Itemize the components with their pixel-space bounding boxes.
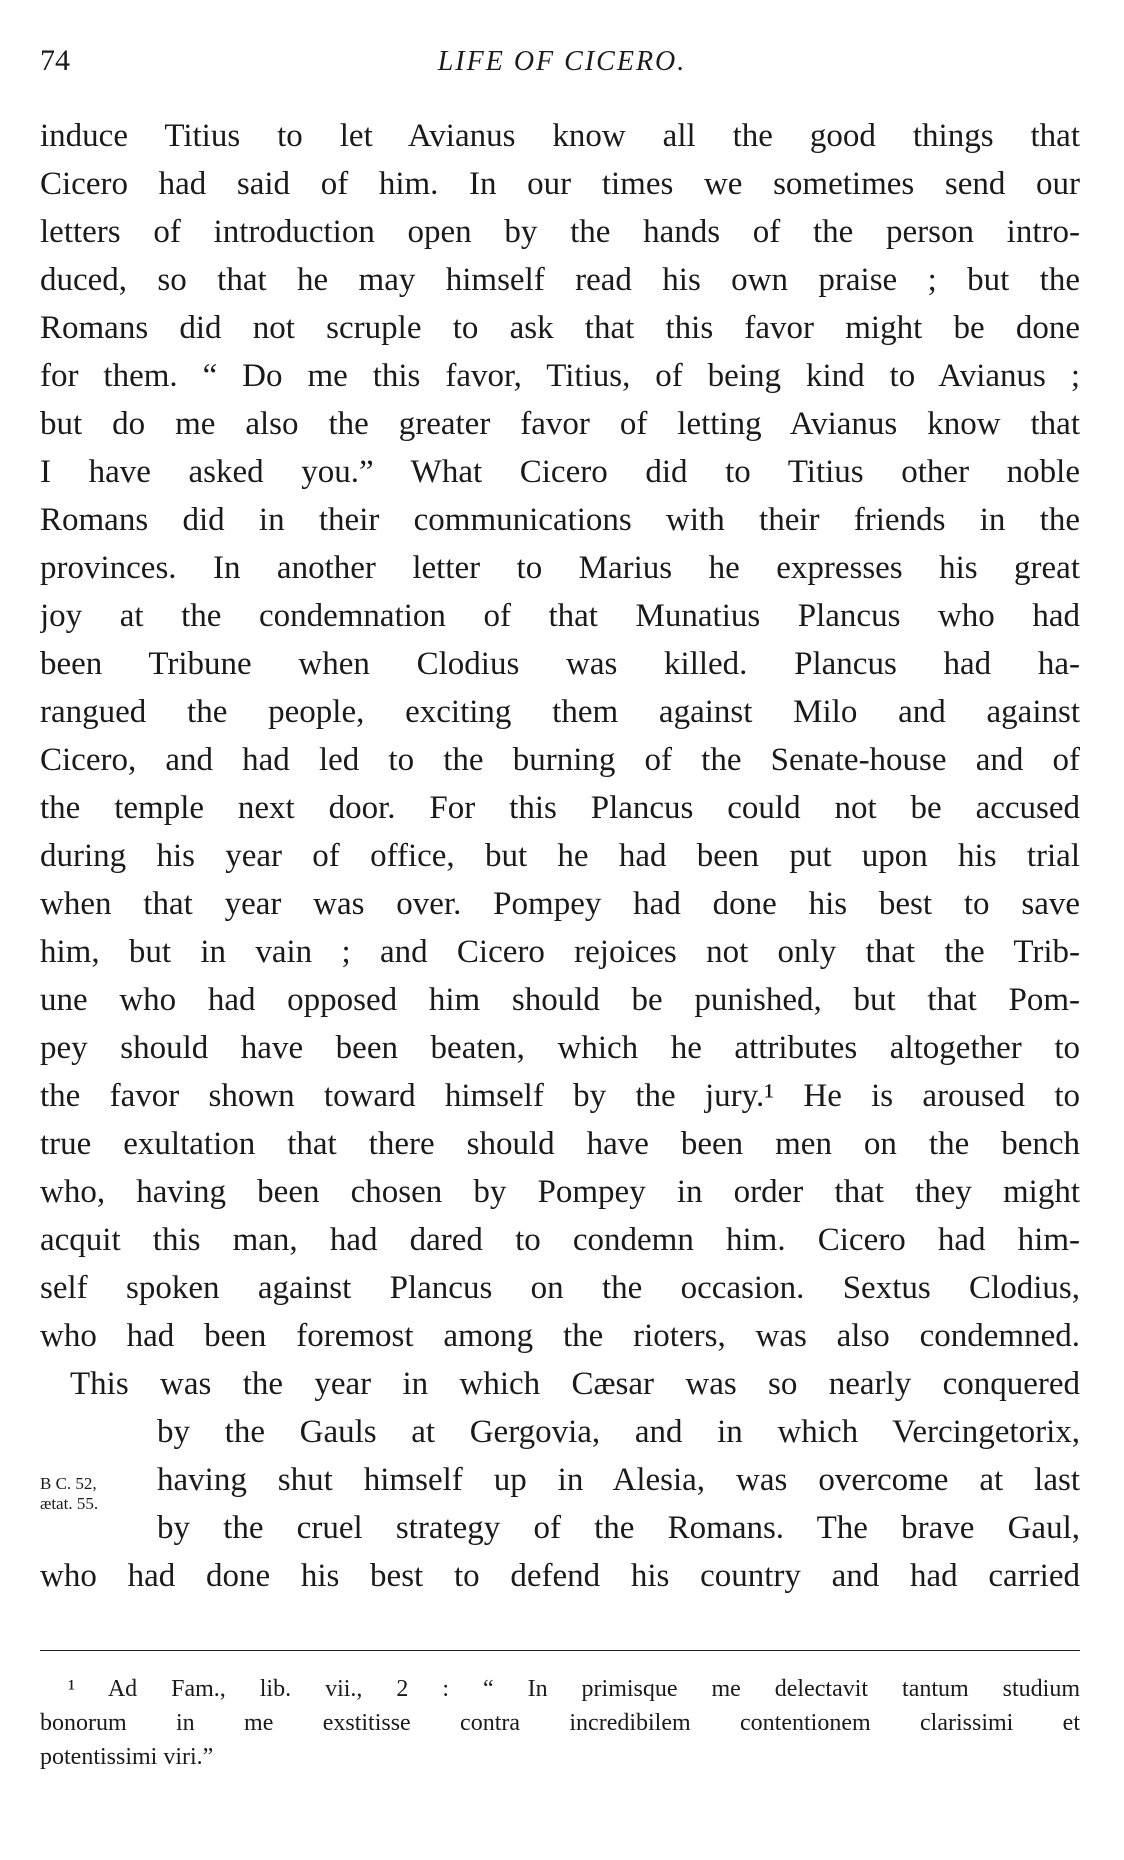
text-line: une who had opposed him should be punished, but that Pom-: [40, 982, 1080, 1018]
footnote-line: ¹ Ad Fam., lib. vii., 2 : “ In primisque me delectavit tantum studium: [68, 1676, 1080, 1702]
page-number: 74: [40, 44, 70, 77]
text-line: been Tribune when Clodius was killed. Plancus had ha-: [40, 646, 1080, 682]
text-line: Romans did in their communications with their friends in the: [40, 502, 1080, 538]
text-line: true exultation that there should have been men on the bench: [40, 1126, 1080, 1162]
text-line: self spoken against Plancus on the occasion. Sextus Clodius,: [40, 1270, 1080, 1306]
text-line: for them. “ Do me this favor, Titius, of being kind to Avianus ;: [40, 358, 1080, 394]
text-line: letters of introduction open by the hands of the person intro-: [40, 214, 1080, 250]
text-line: him, but in vain ; and Cicero rejoices not only that the Trib-: [40, 934, 1080, 970]
text-line: but do me also the greater favor of letting Avianus know that: [40, 406, 1080, 442]
text-line: Cicero had said of him. In our times we sometimes send our: [40, 166, 1080, 202]
text-line: by the Gauls at Gergovia, and in which Vercingetorix,: [157, 1414, 1080, 1450]
text-line: by the cruel strategy of the Romans. The brave Gaul,: [157, 1510, 1080, 1546]
text-line: acquit this man, had dared to condemn him. Cicero had him-: [40, 1222, 1080, 1258]
text-line: when that year was over. Pompey had done his best to save: [40, 886, 1080, 922]
text-line: Romans did not scruple to ask that this favor might be done: [40, 310, 1080, 346]
text-line: Cicero, and had led to the burning of the Senate-house and of: [40, 742, 1080, 778]
text-line: This was the year in which Cæsar was so nearly conquered: [70, 1366, 1080, 1402]
footnote-line: potentissimi viri.”: [40, 1744, 214, 1770]
margin-note: [40, 1474, 98, 1514]
text-line: during his year of office, but he had been put upon his trial: [40, 838, 1080, 874]
text-line: who had been foremost among the rioters, was also condemned.: [40, 1318, 1080, 1354]
running-head: LIFE OF CICERO.: [437, 46, 687, 77]
text-line: provinces. In another letter to Marius he expresses his great: [40, 550, 1080, 586]
text-line: who, having been chosen by Pompey in order that they might: [40, 1174, 1080, 1210]
text-line: having shut himself up in Alesia, was overcome at last: [157, 1462, 1080, 1498]
text-line: the temple next door. For this Plancus could not be accused: [40, 790, 1080, 826]
footnote-line: bonorum in me exstitisse contra incredibilem contentionem clarissimi et: [40, 1710, 1080, 1736]
footnote: [40, 1672, 1080, 1774]
text-line: the favor shown toward himself by the jury.¹ He is aroused to: [40, 1078, 1080, 1114]
text-line: joy at the condemnation of that Munatius Plancus who had: [40, 598, 1080, 634]
text-line: pey should have been beaten, which he attributes altogether to: [40, 1030, 1080, 1066]
margin-note-year: B C. 52,: [40, 1474, 97, 1493]
text-line: I have asked you.” What Cicero did to Titius other noble: [40, 454, 1080, 490]
text-line: who had done his best to defend his country and had carried: [40, 1558, 1080, 1594]
text-line: duced, so that he may himself read his own praise ; but the: [40, 262, 1080, 298]
text-line: rangued the people, exciting them against Milo and against: [40, 694, 1080, 730]
footnote-rule: [40, 1650, 1080, 1651]
body-text: [40, 112, 1080, 1600]
margin-note-age: ætat. 55.: [40, 1494, 99, 1513]
text-line: induce Titius to let Avianus know all the good things that: [40, 118, 1080, 154]
